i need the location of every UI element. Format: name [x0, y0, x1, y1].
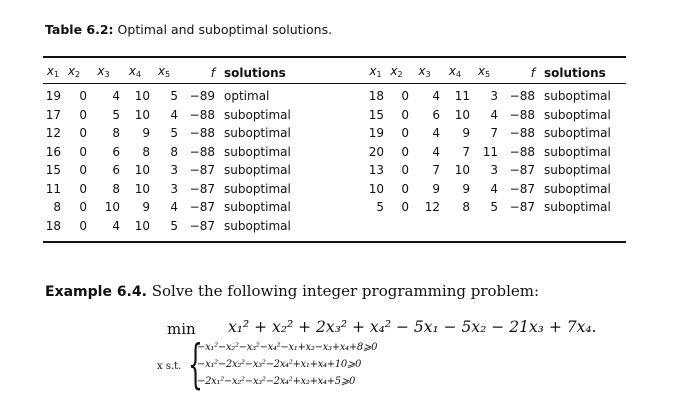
value-cell: 3: [170, 163, 178, 177]
value-cell: 9: [142, 200, 150, 214]
results-table-left-body: [45, 87, 295, 235]
table-row: [45, 143, 295, 162]
value-cell: −88: [189, 126, 215, 140]
value-cell: 10: [134, 107, 150, 122]
value-cell: 7: [462, 144, 470, 159]
value-cell: −87: [189, 218, 215, 233]
table-row: [367, 124, 615, 143]
value-cell: 9: [462, 181, 470, 196]
value-cell: 15: [45, 163, 61, 177]
value-cell: 5: [170, 89, 178, 103]
value-cell: 16: [45, 144, 61, 159]
value-cell: 12: [45, 126, 61, 140]
solution-type-cell: suboptimal: [224, 181, 291, 196]
value-cell: 10: [454, 163, 470, 177]
subject-to-label: x s.t.: [157, 361, 182, 372]
value-cell: −88: [509, 144, 535, 159]
value-cell: 8: [142, 144, 150, 159]
table-row: [45, 217, 295, 236]
header-solutions: solutions: [224, 66, 286, 80]
value-cell: 10: [454, 107, 470, 122]
constraint-brace: {: [188, 335, 203, 395]
value-cell: 5: [112, 107, 120, 122]
value-cell: −88: [509, 89, 535, 103]
table-row: [45, 106, 295, 125]
value-cell: 6: [112, 144, 120, 159]
value-cell: 0: [79, 126, 87, 140]
value-cell: −87: [509, 163, 535, 177]
value-cell: 5: [170, 126, 178, 140]
solution-type-cell: suboptimal: [544, 126, 611, 140]
value-cell: 5: [376, 200, 384, 214]
value-cell: 13: [368, 163, 384, 177]
value-cell: 9: [142, 126, 150, 140]
constraint-1: −x₁²−x₂²−x₃²−x₄²−x₁+x₂−x₃+x₄+8⩾0: [197, 342, 378, 353]
value-cell: 10: [134, 218, 150, 233]
value-cell: −87: [189, 200, 215, 214]
table-row: [367, 87, 615, 106]
value-cell: 4: [170, 200, 178, 214]
header-solutions: solutions: [544, 66, 606, 80]
header-x3: $x_3$: [97, 64, 110, 79]
value-cell: 0: [401, 89, 409, 103]
min-label: min: [167, 320, 196, 338]
table-header-row: [367, 59, 615, 87]
value-cell: 4: [432, 144, 440, 159]
constraint-3: −2x₁²−x₂²−x₃²−2x₄²+x₂+x₄+5⩾0: [197, 376, 356, 387]
table-row: [45, 161, 295, 180]
value-cell: 10: [134, 181, 150, 196]
table-row: [45, 87, 295, 106]
header-x5: $x_5$: [477, 64, 491, 79]
solution-type-cell: suboptimal: [224, 144, 291, 159]
value-cell: 0: [79, 163, 87, 177]
table-caption-text: Optimal and suboptimal solutions.: [117, 22, 333, 37]
value-cell: 0: [401, 163, 409, 177]
header-f: f: [210, 66, 215, 80]
value-cell: 9: [432, 181, 440, 196]
constraint-2: −x₁²−2x₂²−x₃²−2x₄²+x₁+x₄+10⩾0: [197, 359, 362, 370]
value-cell: 0: [79, 107, 87, 122]
value-cell: 7: [490, 126, 498, 140]
value-cell: 4: [432, 126, 440, 140]
solution-type-cell: suboptimal: [224, 107, 291, 122]
value-cell: 8: [53, 200, 61, 214]
value-cell: 6: [432, 107, 440, 122]
value-cell: 19: [368, 126, 384, 140]
value-cell: 0: [79, 218, 87, 233]
solution-type-cell: suboptimal: [544, 107, 611, 122]
value-cell: 3: [490, 89, 498, 103]
value-cell: −87: [509, 200, 535, 214]
solution-type-cell: suboptimal: [544, 200, 611, 214]
value-cell: 0: [79, 200, 87, 214]
value-cell: 0: [401, 126, 409, 140]
header-x1: $x_1$: [46, 64, 60, 79]
table-row: [367, 180, 615, 199]
header-x3: $x_3$: [418, 64, 431, 79]
example-label: Example 6.4.: [45, 284, 147, 300]
objective-function: x₁² + x₂² + 2x₃² + x₄² − 5x₁ − 5x₂ − 21x₃ + 7x₄.: [228, 318, 597, 336]
value-cell: 12: [424, 200, 440, 214]
table-row: [45, 124, 295, 143]
table-header-row: [45, 59, 295, 87]
header-x1: $x_1$: [369, 64, 382, 79]
value-cell: 20: [368, 144, 384, 159]
value-cell: 10: [134, 163, 150, 177]
value-cell: 6: [112, 163, 120, 177]
value-cell: −88: [509, 126, 535, 140]
table-row: [367, 198, 615, 217]
value-cell: 18: [45, 218, 61, 233]
header-f: f: [530, 66, 535, 80]
header-x2: $x_2$: [390, 64, 403, 79]
value-cell: −87: [189, 181, 215, 196]
value-cell: 8: [112, 181, 120, 196]
value-cell: 0: [79, 181, 87, 196]
value-cell: −87: [189, 163, 215, 177]
example-statement: [45, 282, 539, 300]
value-cell: 3: [170, 181, 178, 196]
value-cell: 4: [490, 181, 498, 196]
solution-type-cell: suboptimal: [544, 144, 611, 159]
results-table-left: [45, 59, 295, 235]
value-cell: 4: [112, 218, 120, 233]
table-row: [367, 161, 615, 180]
value-cell: 11: [454, 89, 470, 103]
value-cell: 5: [490, 200, 498, 214]
table-row: [367, 106, 615, 125]
results-table-right: [367, 59, 615, 217]
table-row: [367, 143, 615, 162]
solution-type-cell: suboptimal: [544, 181, 611, 196]
value-cell: 0: [401, 181, 409, 196]
value-cell: 7: [432, 163, 440, 177]
solution-type-cell: suboptimal: [224, 200, 291, 214]
value-cell: −88: [189, 107, 215, 122]
value-cell: 10: [368, 181, 384, 196]
table-row: [45, 180, 295, 199]
value-cell: 8: [170, 144, 178, 159]
value-cell: 0: [401, 200, 409, 214]
header-x2: $x_2$: [67, 64, 81, 79]
value-cell: 11: [482, 144, 498, 159]
value-cell: 8: [112, 126, 120, 140]
value-cell: 0: [79, 89, 87, 103]
solution-type-cell: suboptimal: [224, 163, 291, 177]
value-cell: 4: [170, 107, 178, 122]
value-cell: 0: [401, 107, 409, 122]
value-cell: 4: [112, 89, 120, 103]
value-cell: 19: [45, 89, 61, 103]
solution-type-cell: suboptimal: [544, 163, 611, 177]
table-bottom-rule: [43, 241, 626, 243]
value-cell: 10: [134, 89, 150, 103]
value-cell: 9: [462, 126, 470, 140]
value-cell: 10: [104, 200, 120, 214]
value-cell: 11: [45, 181, 61, 196]
value-cell: 8: [462, 200, 470, 214]
value-cell: 4: [432, 89, 440, 103]
value-cell: −88: [509, 107, 535, 122]
table-top-rule: [43, 56, 626, 58]
value-cell: 0: [401, 144, 409, 159]
table-row: [45, 198, 295, 217]
value-cell: 0: [79, 144, 87, 159]
solution-type-cell: optimal: [224, 89, 270, 103]
solution-type-cell: suboptimal: [224, 126, 291, 140]
value-cell: −87: [509, 181, 535, 196]
header-x5: $x_5$: [157, 64, 171, 79]
value-cell: −89: [189, 89, 215, 103]
example-text: Solve the following integer programming problem:: [151, 282, 540, 300]
value-cell: −88: [189, 144, 215, 159]
solution-type-cell: suboptimal: [224, 218, 291, 233]
value-cell: 5: [170, 218, 178, 233]
value-cell: 18: [368, 89, 384, 103]
table-caption: [45, 22, 332, 37]
results-table-right-body: [367, 87, 615, 217]
value-cell: 15: [368, 107, 384, 122]
table-label: Table 6.2:: [45, 22, 114, 37]
value-cell: 17: [45, 107, 61, 122]
value-cell: 3: [490, 163, 498, 177]
value-cell: 4: [490, 107, 498, 122]
solution-type-cell: suboptimal: [544, 89, 611, 103]
header-x4: $x_4$: [128, 64, 142, 79]
header-x4: $x_4$: [448, 64, 462, 79]
